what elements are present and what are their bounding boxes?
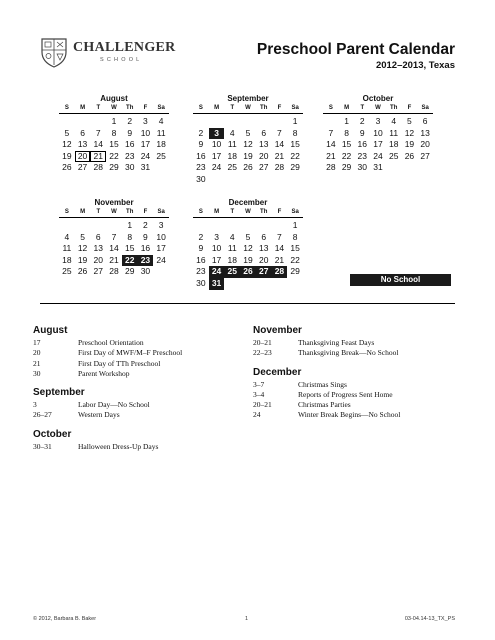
- calendar-day: 2: [198, 231, 204, 242]
- events-month-heading: October: [33, 428, 72, 440]
- event-row: [33, 410, 233, 420]
- calendar-day: 19: [77, 254, 88, 265]
- calendar-empty-cell: [224, 116, 240, 128]
- calendar-day: 4: [64, 231, 70, 242]
- calendar-day: 9: [198, 139, 204, 150]
- weekday-label: M: [80, 209, 86, 215]
- calendar-day: 5: [245, 231, 251, 242]
- calendar-day: 23: [196, 162, 206, 173]
- calendar-day: 9: [198, 243, 204, 254]
- event-date: 20: [33, 348, 41, 358]
- calendar-day: 15: [341, 139, 352, 150]
- event-description: Labor Day—No School: [78, 400, 150, 410]
- event-row: [253, 410, 453, 420]
- calendar-day: 22: [122, 255, 138, 267]
- calendar-day: 19: [404, 139, 415, 150]
- calendar-day: 29: [290, 162, 300, 173]
- calendar-day: 1: [111, 116, 117, 126]
- calendar-day: 16: [140, 243, 151, 254]
- calendar-day: 2: [127, 116, 133, 126]
- calendar-empty-cell: [106, 220, 122, 232]
- calendar-day: 28: [93, 162, 104, 173]
- calendar-day: 6: [261, 231, 267, 242]
- calendar-empty-cell: [323, 116, 339, 128]
- calendar-day: 4: [229, 127, 235, 138]
- calendar-day: 20: [258, 254, 269, 265]
- calendar-day: 10: [211, 243, 222, 254]
- calendar-month-name: December: [228, 198, 268, 207]
- calendar-day: 10: [156, 231, 166, 242]
- calendar-day: 3: [375, 116, 381, 126]
- calendar-day: 9: [127, 127, 133, 138]
- calendar-day: 3: [214, 231, 219, 242]
- calendar-day: 30: [196, 173, 206, 184]
- event-row: [33, 348, 233, 358]
- weekday-label: F: [277, 209, 282, 215]
- calendar-empty-cell: [75, 220, 91, 232]
- calendar-day: 2: [198, 127, 204, 138]
- calendar-day: 26: [77, 266, 88, 277]
- calendar-day: 27: [77, 162, 88, 173]
- calendar-day: 8: [111, 127, 117, 138]
- calendar-day: 5: [245, 127, 251, 138]
- event-date: 20–21: [253, 338, 272, 347]
- event-date: 3–7: [253, 379, 265, 389]
- calendar-day: 4: [158, 116, 164, 126]
- weekday-label: Th: [126, 105, 134, 111]
- calendar-days: [323, 116, 433, 174]
- school-crest-icon: [40, 36, 68, 68]
- weekday-label: T: [360, 105, 365, 111]
- calendar-day: 20: [93, 254, 104, 265]
- calendar-day: 16: [196, 150, 206, 161]
- calendar-day: 12: [243, 243, 253, 254]
- events-list: [33, 338, 233, 379]
- footer-doc-code: 03-04.14-13_TX_PS: [404, 616, 455, 622]
- calendar-empty-cell: [256, 116, 272, 128]
- calendar-day: 6: [261, 127, 267, 138]
- calendar-day: 16: [196, 254, 206, 265]
- event-description: Reports of Progress Sent Home: [298, 389, 393, 399]
- calendar-day: 28: [326, 162, 336, 173]
- calendar-day: 13: [258, 139, 269, 150]
- calendar-day: 11: [156, 127, 166, 138]
- calendar-empty-cell: [272, 220, 288, 232]
- calendar-day: 14: [326, 139, 336, 150]
- calendar-day: 30: [357, 162, 368, 173]
- calendar-day: 11: [62, 243, 72, 254]
- weekday-label: W: [245, 209, 251, 215]
- event-row: [33, 338, 233, 348]
- calendar-day: 30: [196, 277, 206, 288]
- events-list: [33, 442, 233, 452]
- page-title: Preschool Parent Calendar: [256, 41, 455, 58]
- calendar-day: 8: [127, 231, 133, 242]
- weekday-label: Th: [260, 105, 268, 111]
- event-date: 30: [33, 368, 41, 378]
- calendar-day: 30: [140, 266, 151, 277]
- calendar-weekday-header: [59, 104, 169, 114]
- calendar-day: 7: [95, 127, 101, 138]
- calendar-day: 29: [341, 162, 352, 173]
- event-description: Western Days: [78, 410, 120, 420]
- events-section: [253, 325, 453, 359]
- calendar-day: 24: [140, 150, 151, 161]
- event-date: 26–27: [33, 410, 52, 420]
- weekday-label: Sa: [157, 209, 165, 215]
- weekday-label: W: [111, 209, 117, 215]
- calendar-empty-cell: [256, 220, 272, 232]
- weekday-label: T: [96, 209, 101, 215]
- calendar-day: 23: [357, 150, 368, 161]
- calendar-days: [193, 116, 303, 186]
- calendar-day: 17: [156, 243, 166, 254]
- calendar-day: 17: [140, 139, 151, 150]
- event-description: First Day of TTh Preschool: [78, 358, 161, 368]
- calendar-day: 19: [243, 254, 253, 265]
- events-section: [253, 367, 453, 421]
- calendar-day: 25: [156, 150, 166, 161]
- calendar-day: 12: [77, 243, 88, 254]
- calendar-day: 8: [292, 127, 298, 138]
- events-month-heading: December: [253, 366, 302, 378]
- weekday-label: M: [214, 209, 220, 215]
- calendar-weekday-header: [193, 208, 303, 218]
- calendar-day: 19: [243, 150, 253, 161]
- event-row: [253, 390, 453, 400]
- weekday-label: Th: [126, 209, 134, 215]
- event-date: 22–23: [253, 348, 272, 358]
- calendar-empty-cell: [224, 220, 240, 232]
- no-school-legend: No School: [350, 274, 451, 286]
- calendar-day: 7: [277, 127, 282, 138]
- calendar-day: 5: [64, 127, 70, 138]
- calendar-day: 7: [111, 231, 117, 242]
- calendar-day: 9: [143, 231, 148, 242]
- events-month-heading: August: [33, 325, 68, 336]
- calendar-day: 26: [243, 162, 253, 173]
- calendar-september: [193, 93, 303, 186]
- calendar-day: 26: [62, 162, 72, 173]
- calendar-day: 27: [420, 150, 430, 161]
- calendar-day: 3: [158, 220, 164, 230]
- weekday-label: Th: [260, 209, 268, 215]
- logo-subtext: SCHOOL: [100, 57, 143, 63]
- event-description: Thanksgiving Feast Days: [298, 338, 375, 347]
- calendar-day: 31: [140, 162, 151, 173]
- event-description: Christmas Sings: [298, 379, 347, 389]
- calendar-day: 18: [227, 150, 238, 161]
- calendar-day: 27: [258, 162, 269, 173]
- calendar-day: 5: [80, 231, 85, 242]
- calendar-day: 14: [109, 243, 119, 254]
- calendar-day: 22: [290, 150, 300, 161]
- calendar-empty-cell: [90, 220, 106, 232]
- calendar-day: 11: [227, 139, 237, 150]
- calendar-empty-cell: [193, 220, 209, 232]
- calendar-day: 29: [290, 266, 300, 277]
- events-list: [33, 400, 233, 421]
- calendar-empty-cell: [59, 116, 75, 128]
- events-section: [33, 387, 233, 421]
- weekday-label: W: [375, 105, 381, 111]
- calendar-day: 22: [290, 254, 300, 265]
- events-column-left: [33, 325, 233, 460]
- weekday-label: S: [198, 105, 203, 111]
- events-month-heading: September: [33, 387, 85, 399]
- calendar-days: [59, 116, 169, 174]
- calendar-day: 3: [209, 128, 225, 140]
- calendar-day: 10: [140, 127, 151, 138]
- page-subtitle: 2012–2013, Texas: [375, 60, 455, 71]
- events-section: [33, 325, 233, 379]
- calendar-day: 17: [373, 139, 383, 150]
- calendar-day: 27: [256, 266, 272, 278]
- calendar-day: 13: [77, 139, 88, 150]
- calendar-day: 14: [274, 243, 285, 254]
- weekday-label: Th: [390, 105, 398, 111]
- calendar-december: [193, 197, 303, 290]
- event-row: [253, 400, 453, 410]
- challenger-logo: [40, 36, 176, 76]
- calendar-day: 29: [124, 266, 135, 277]
- calendar-day: 22: [109, 150, 119, 161]
- calendar-day: 13: [258, 243, 269, 254]
- section-divider: [40, 303, 455, 304]
- weekday-label: Sa: [291, 105, 299, 111]
- event-description: Parent Workshop: [78, 368, 130, 378]
- calendar-day: 16: [124, 139, 135, 150]
- calendar-day: 6: [422, 116, 428, 126]
- calendar-day: 5: [407, 116, 412, 126]
- calendar-october: [323, 93, 433, 174]
- calendar-august: [59, 93, 169, 174]
- calendar-day: 12: [62, 139, 72, 150]
- calendar-empty-cell: [75, 116, 91, 128]
- event-date: 30–31: [33, 441, 52, 451]
- calendar-day: 24: [209, 266, 225, 278]
- events-month-heading: November: [253, 325, 302, 336]
- calendar-day: 14: [274, 139, 285, 150]
- calendar-day: 25: [224, 266, 240, 278]
- calendar-day: 28: [272, 266, 288, 278]
- calendar-day: 2: [143, 220, 148, 230]
- calendar-day: 11: [389, 127, 399, 138]
- calendar-day: 12: [404, 127, 415, 138]
- event-description: Preschool Orientation: [78, 338, 144, 347]
- calendar-day: 20: [258, 150, 269, 161]
- events-section: [33, 429, 233, 452]
- calendar-day: 1: [292, 116, 298, 126]
- event-date: 24: [253, 410, 261, 420]
- calendar-day: 29: [109, 162, 119, 173]
- events-column-right: [253, 325, 453, 429]
- footer-page-number: 1: [245, 616, 249, 622]
- calendar-month-name: November: [94, 198, 134, 207]
- weekday-label: T: [96, 105, 101, 111]
- calendar-day: 11: [227, 243, 237, 254]
- calendar-day: 17: [211, 150, 222, 161]
- calendar-month-name: August: [100, 94, 128, 103]
- event-description: First Day of MWF/M–F Preschool: [78, 348, 183, 358]
- calendar-day: 15: [124, 243, 135, 254]
- calendar-day: 23: [124, 150, 135, 161]
- calendar-day: 7: [277, 231, 282, 242]
- calendar-day: 18: [227, 254, 238, 265]
- event-row: [253, 338, 453, 348]
- weekday-label: Sa: [157, 105, 165, 111]
- calendar-weekday-header: [59, 208, 169, 218]
- calendar-day: 21: [326, 150, 336, 161]
- calendar-day: 20: [420, 139, 430, 150]
- calendar-day: 1: [292, 220, 298, 230]
- calendar-day: 15: [290, 139, 300, 150]
- event-date: 21: [33, 358, 41, 368]
- calendar-day: 31: [373, 162, 383, 173]
- calendar-weekday-header: [193, 104, 303, 114]
- event-description: Halloween Dress-Up Days: [78, 441, 159, 451]
- calendar-day: 22: [341, 150, 352, 161]
- calendar-days: [59, 220, 169, 278]
- calendar-day: 2: [359, 116, 365, 126]
- calendar-day: 6: [80, 127, 85, 138]
- event-description: Christmas Parties: [298, 400, 351, 410]
- weekday-label: T: [230, 105, 235, 111]
- weekday-label: M: [214, 105, 220, 111]
- calendar-days: [193, 220, 303, 290]
- event-date: 3: [33, 400, 37, 410]
- calendar-day: 10: [211, 139, 222, 150]
- calendar-day: 24: [156, 254, 166, 265]
- calendar-empty-cell: [193, 116, 209, 128]
- event-row: [253, 348, 453, 358]
- calendar-empty-cell: [59, 220, 75, 232]
- calendar-day: 30: [124, 162, 135, 173]
- calendar-day: 10: [373, 127, 383, 138]
- weekday-label: S: [198, 209, 203, 215]
- event-row: [33, 442, 233, 452]
- calendar-day: 21: [274, 254, 285, 265]
- calendar-day: 17: [211, 254, 222, 265]
- calendar-day: 15: [109, 139, 119, 150]
- weekday-label: F: [277, 105, 282, 111]
- calendar-day: 3: [143, 116, 148, 126]
- event-row: [33, 400, 233, 410]
- calendar-day: 21: [274, 150, 285, 161]
- calendar-empty-cell: [209, 220, 225, 232]
- calendar-empty-cell: [272, 116, 288, 128]
- weekday-label: S: [64, 105, 69, 111]
- calendar-empty-cell: [240, 220, 256, 232]
- event-row: [253, 380, 453, 390]
- weekday-label: M: [344, 105, 350, 111]
- calendar-day: 26: [404, 150, 415, 161]
- calendar-day: 14: [93, 139, 104, 150]
- weekday-label: W: [245, 105, 251, 111]
- calendar-day: 19: [62, 150, 72, 161]
- weekday-label: S: [328, 105, 333, 111]
- logo-wordmark: CHALLENGER: [73, 40, 176, 55]
- event-row: [33, 369, 233, 379]
- event-date: 20–21: [253, 400, 272, 410]
- event-description: Thanksgiving Break—No School: [298, 348, 399, 358]
- weekday-label: M: [80, 105, 86, 111]
- calendar-month-name: October: [362, 94, 394, 103]
- calendar-day: 21: [90, 151, 106, 163]
- calendar-november: [59, 197, 169, 278]
- calendar-day: 13: [420, 127, 430, 138]
- event-date: 3–4: [253, 389, 265, 399]
- weekday-label: T: [230, 209, 235, 215]
- calendar-day: 7: [328, 127, 334, 138]
- calendar-day: 25: [62, 266, 72, 277]
- calendar-day: 27: [93, 266, 104, 277]
- calendar-day: 24: [373, 150, 383, 161]
- calendar-day: 18: [388, 139, 399, 150]
- weekday-label: F: [143, 105, 148, 111]
- calendar-day: 18: [62, 254, 72, 265]
- calendar-month-name: September: [227, 94, 269, 103]
- weekday-label: F: [143, 209, 148, 215]
- event-row: [33, 359, 233, 369]
- calendar-day: 1: [344, 116, 349, 126]
- footer-copyright: © 2012, Barbara B. Baker: [33, 616, 97, 622]
- calendar-day: 8: [292, 231, 298, 242]
- calendar-empty-cell: [209, 116, 225, 128]
- weekday-label: S: [64, 209, 69, 215]
- calendar-day: 26: [240, 266, 256, 278]
- calendar-day: 25: [388, 150, 399, 161]
- calendar-day: 28: [274, 162, 285, 173]
- calendar-empty-cell: [90, 116, 106, 128]
- calendar-day: 12: [243, 139, 253, 150]
- calendar-day: 1: [127, 220, 133, 230]
- weekday-label: F: [407, 105, 412, 111]
- calendar-day: 31: [209, 278, 225, 290]
- calendar-day: 20: [75, 151, 91, 163]
- calendar-day: 4: [391, 116, 397, 126]
- event-date: 17: [33, 338, 41, 347]
- event-description: Winter Break Begins—No School: [298, 410, 401, 420]
- calendar-day: 15: [290, 243, 300, 254]
- calendar-day: 23: [138, 255, 154, 267]
- calendar-day: 9: [359, 127, 365, 138]
- calendar-day: 13: [93, 243, 104, 254]
- calendar-weekday-header: [323, 104, 433, 114]
- calendar-day: 4: [229, 231, 235, 242]
- calendar-day: 23: [196, 266, 206, 277]
- calendar-day: 8: [344, 127, 349, 138]
- calendar-day: 6: [95, 231, 101, 242]
- calendar-day: 21: [109, 254, 119, 265]
- calendar-day: 16: [357, 139, 368, 150]
- weekday-label: Sa: [291, 209, 299, 215]
- calendar-day: 28: [109, 266, 119, 277]
- calendar-day: 25: [227, 162, 238, 173]
- weekday-label: Sa: [421, 105, 429, 111]
- calendar-day: 18: [156, 139, 166, 150]
- weekday-label: W: [111, 105, 117, 111]
- events-list: [253, 380, 453, 421]
- calendar-empty-cell: [240, 116, 256, 128]
- calendar-day: 24: [211, 162, 222, 173]
- events-list: [253, 338, 453, 359]
